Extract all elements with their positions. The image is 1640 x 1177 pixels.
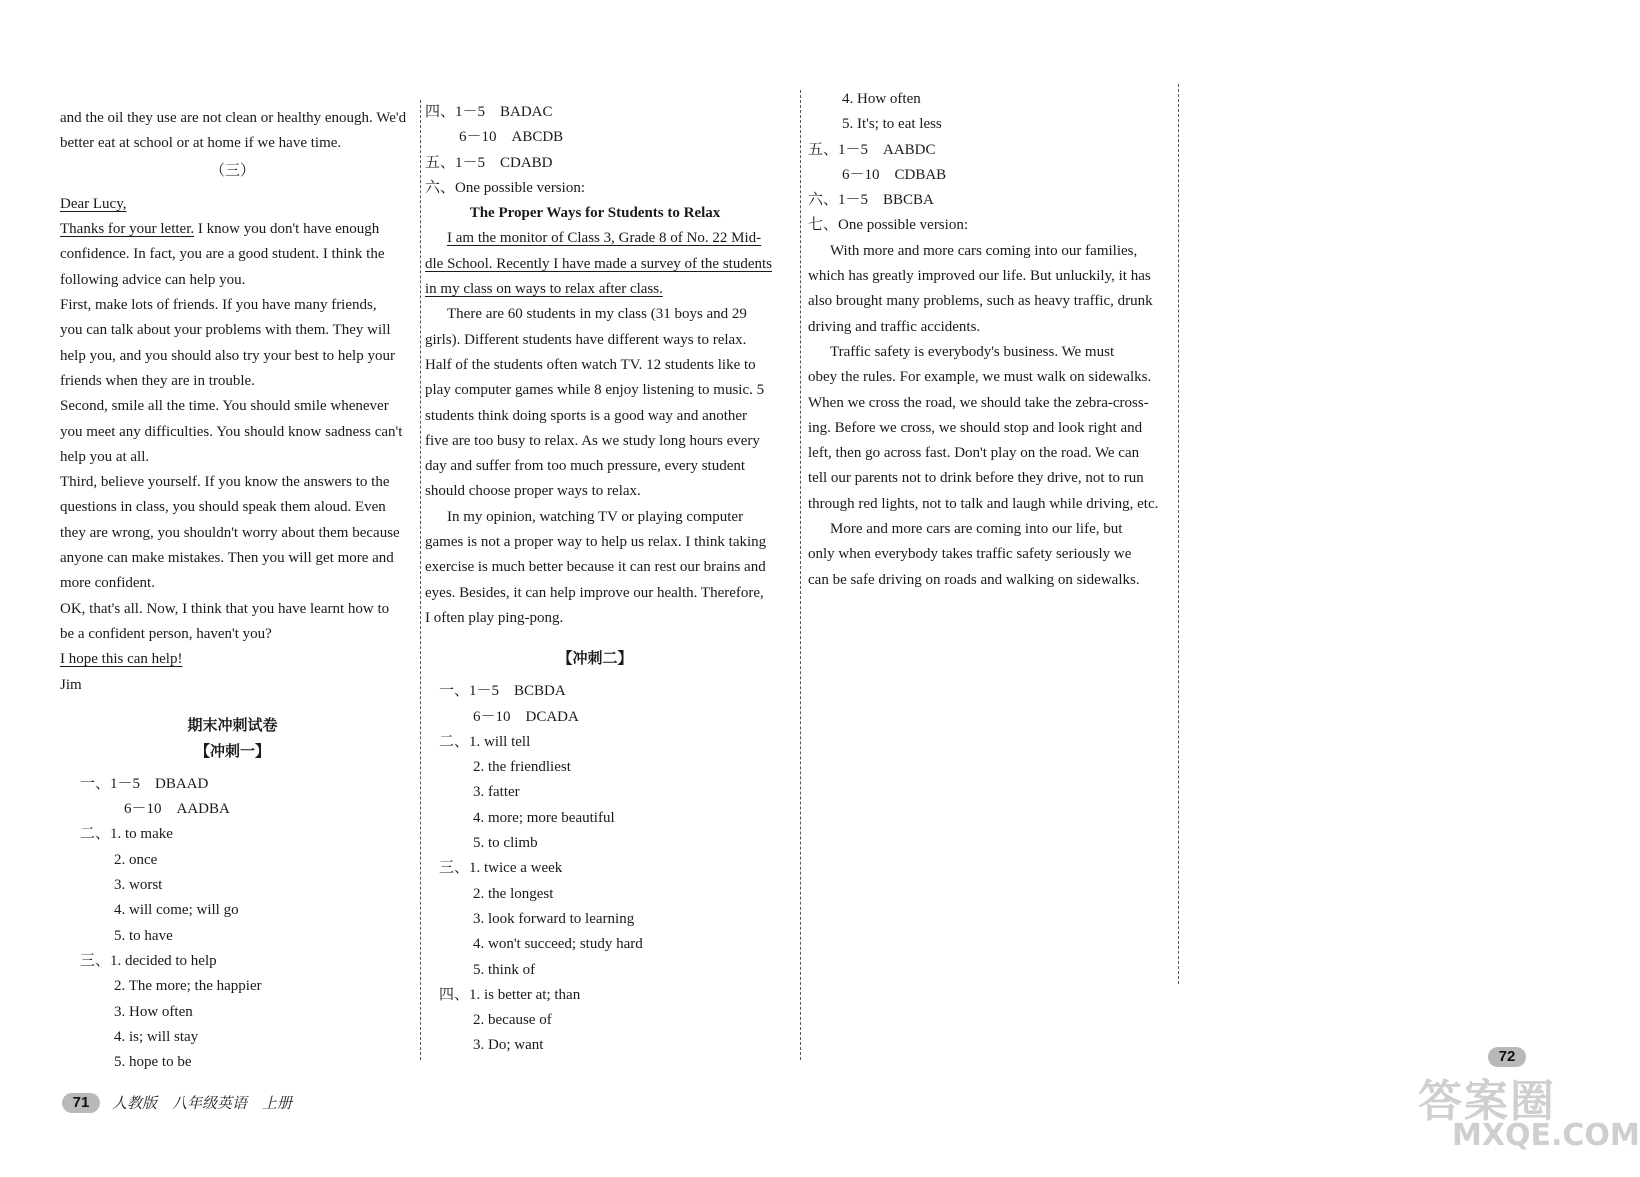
letter-line: First, make lots of friends. If you have many friends, xyxy=(60,297,377,314)
essay-line: students think doing sports is a good way and another xyxy=(425,407,748,424)
column-divider-left xyxy=(420,100,421,1060)
answer-line: 六、1－5 BBCBA xyxy=(808,192,934,209)
essay-line: which has greatly improved our life. But unluckily, it has xyxy=(808,268,1151,285)
page-edge-divider xyxy=(1178,84,1179,984)
answer-line: 2. the friendliest xyxy=(473,759,571,776)
footer-book-info: 人教版 八年级英语 上册 xyxy=(112,1094,293,1112)
page-number-left: 71 xyxy=(62,1093,100,1113)
answer-line: 2. the longest xyxy=(473,885,554,902)
answer-line: 2. The more; the happier xyxy=(114,978,262,995)
section-3-heading: （三） xyxy=(209,162,255,179)
answer-line: 2. because of xyxy=(473,1012,552,1029)
essay-line: Traffic safety is everybody's business. We must xyxy=(830,343,1115,360)
answer-line: 五、1－5 CDABD xyxy=(425,154,553,171)
essay-line: five are too busy to relax. As we study long hours every xyxy=(425,432,760,449)
letter-line-rest: I know you don't have enough xyxy=(194,221,380,238)
sprint-1-answers xyxy=(60,772,405,1076)
answer-line: 一、1－5 BCBDA xyxy=(439,683,566,700)
answer-line: 3. How often xyxy=(114,1003,193,1020)
answer-line: 5. think of xyxy=(473,961,536,978)
letter-line: help you, and you should also try your best to help your xyxy=(60,347,395,364)
essay-line: When we cross the road, we should take the zebra-cross- xyxy=(808,394,1149,411)
letter-line: Second, smile all the time. You should smile whenever xyxy=(60,398,389,415)
essay-line: only when everybody takes traffic safety seriously we xyxy=(808,546,1132,563)
right-answers-top xyxy=(808,87,1153,239)
answer-line: 三、1. decided to help xyxy=(80,952,217,969)
sprint-2-answers xyxy=(425,679,765,1058)
answer-line: 二、1. to make xyxy=(80,826,173,843)
letter-line: more confident. xyxy=(60,575,155,592)
letter-line xyxy=(60,217,405,242)
essay-line: can be safe driving on roads and walking on sidewalks. xyxy=(808,571,1140,588)
essay-line: More and more cars are coming into our life, but xyxy=(830,521,1123,538)
left-column xyxy=(60,106,405,1075)
essay-line: play computer games while 8 enjoy listening to music. 5 xyxy=(425,382,765,399)
letter-line: I hope this can help! xyxy=(60,651,183,668)
answer-line: 一、1－5 DBAAD xyxy=(80,775,209,792)
letter-line: you can talk about your problems with them. They will xyxy=(60,322,391,339)
answer-line: 四、1－5 BADAC xyxy=(425,104,553,120)
answer-line: 4. won't succeed; study hard xyxy=(473,936,643,953)
letter-line: following advice can help you. xyxy=(60,271,246,288)
letter-body xyxy=(60,217,405,698)
essay-line: through red lights, not to talk and laugh while driving, etc. xyxy=(808,495,1159,512)
letter-line-underlined: Thanks for your letter. xyxy=(60,221,195,238)
answer-line: 5. to have xyxy=(114,927,173,944)
essay-line: With more and more cars coming into our families, xyxy=(830,242,1138,259)
answer-line: 5. hope to be xyxy=(114,1054,192,1071)
answer-line: 3. Do; want xyxy=(473,1037,544,1054)
answer-line: 5. It's; to eat less xyxy=(842,116,942,133)
exam-title: 期末冲刺试卷 xyxy=(187,715,278,734)
answer-line: 4. more; more beautiful xyxy=(473,809,615,826)
essay-line: exercise is much better because it can rest our brains and xyxy=(425,559,766,576)
essay-line: games is not a proper way to help us relax. I think taking xyxy=(425,534,767,551)
letter-line: help you at all. xyxy=(60,448,150,465)
intro-line: and the oil they use are not clean or healthy enough. We'd xyxy=(60,110,407,126)
answer-line: 4. is; will stay xyxy=(114,1028,199,1045)
answer-line: 四、1. is better at; than xyxy=(439,986,581,1003)
page-number-right: 72 xyxy=(1488,1047,1526,1067)
letter-line: friends when they are in trouble. xyxy=(60,372,255,389)
watermark-url: MXQE.COM xyxy=(1452,1118,1640,1153)
answer-line: 6－10 CDBAB xyxy=(842,166,947,183)
essay-line: I am the monitor of Class 3, Grade 8 of No. 22 Mid- xyxy=(447,230,762,247)
left-intro xyxy=(60,106,405,157)
essay-line: left, then go across fast. Don't play on the road. We can xyxy=(808,445,1140,462)
middle-answers-top xyxy=(425,100,765,201)
answer-line: 6－10 ABCDB xyxy=(459,129,564,146)
answer-line: 3. worst xyxy=(114,877,163,894)
intro-line: better eat at school or at home if we have time. xyxy=(60,135,342,152)
answer-line: 4. will come; will go xyxy=(114,902,239,919)
essay-line: girls). Different students have different ways to relax. xyxy=(425,331,747,348)
essay-line: Half of the students often watch TV. 12 students like to xyxy=(425,356,756,373)
letter-line: OK, that's all. Now, I think that you have learnt how to xyxy=(60,600,390,617)
sprint-2-heading: 【冲刺二】 xyxy=(557,649,633,668)
answer-line: 4. How often xyxy=(842,91,921,107)
answer-line: 6－10 AADBA xyxy=(124,801,230,818)
answer-line: 3. look forward to learning xyxy=(473,910,635,927)
essay-line: eyes. Besides, it can help improve our health. Therefore, xyxy=(425,584,764,601)
watermark-logo: 答案圈 xyxy=(1418,1076,1556,1127)
essay-line: I often play ping-pong. xyxy=(425,609,564,626)
middle-essay xyxy=(425,226,772,631)
right-essay xyxy=(808,239,1159,593)
letter-line: you meet any difficulties. You should know sadness can't xyxy=(60,423,403,440)
essay-line: dle School. Recently I have made a survey of the students xyxy=(425,255,772,272)
essay-line: in my class on ways to relax after class. xyxy=(425,281,663,298)
sprint-1-heading: 【冲刺一】 xyxy=(194,741,270,760)
essay-line: tell our parents not to drink before they drive, not to run xyxy=(808,470,1144,487)
answer-line: 5. to climb xyxy=(473,835,538,852)
letter-greeting: Dear Lucy, xyxy=(60,195,127,212)
answer-line: 五、1－5 AABDC xyxy=(808,141,936,158)
essay-line: There are 60 students in my class (31 boys and 29 xyxy=(447,306,747,323)
right-column xyxy=(808,87,1159,593)
essay-line: In my opinion, watching TV or playing computer xyxy=(447,508,744,525)
letter-line: anyone can make mistakes. Then you will get more and xyxy=(60,550,394,567)
essay-line: ing. Before we cross, we should stop and look right and xyxy=(808,419,1143,436)
letter-line: Third, believe yourself. If you know the answers to the xyxy=(60,474,390,491)
answer-line: 六、One possible version: xyxy=(425,179,585,196)
letter-line: Jim xyxy=(60,676,82,693)
column-divider-right xyxy=(800,90,801,1060)
essay-line: should choose proper ways to relax. xyxy=(425,483,641,500)
essay-line: day and suffer from too much pressure, every student xyxy=(425,458,746,475)
answer-line: 七、One possible version: xyxy=(808,217,968,234)
answer-line: 三、1. twice a week xyxy=(439,860,563,877)
letter-line: questions in class, you should speak them aloud. Even xyxy=(60,499,386,516)
letter-line: confidence. In fact, you are a good student. I think the xyxy=(60,246,385,263)
essay-title: The Proper Ways for Students to Relax xyxy=(469,205,721,222)
answer-line: 2. once xyxy=(114,851,158,868)
essay-line: driving and traffic accidents. xyxy=(808,318,981,335)
middle-column xyxy=(425,100,772,1059)
letter-line: be a confident person, haven't you? xyxy=(60,625,272,642)
letter-line: they are wrong, you shouldn't worry about them because xyxy=(60,524,400,541)
answer-line: 二、1. will tell xyxy=(439,733,531,750)
essay-line: also brought many problems, such as heavy traffic, drunk xyxy=(808,293,1153,310)
answer-line: 3. fatter xyxy=(473,784,520,801)
essay-line: obey the rules. For example, we must walk on sidewalks. xyxy=(808,369,1152,386)
answer-line: 6－10 DCADA xyxy=(473,708,579,725)
